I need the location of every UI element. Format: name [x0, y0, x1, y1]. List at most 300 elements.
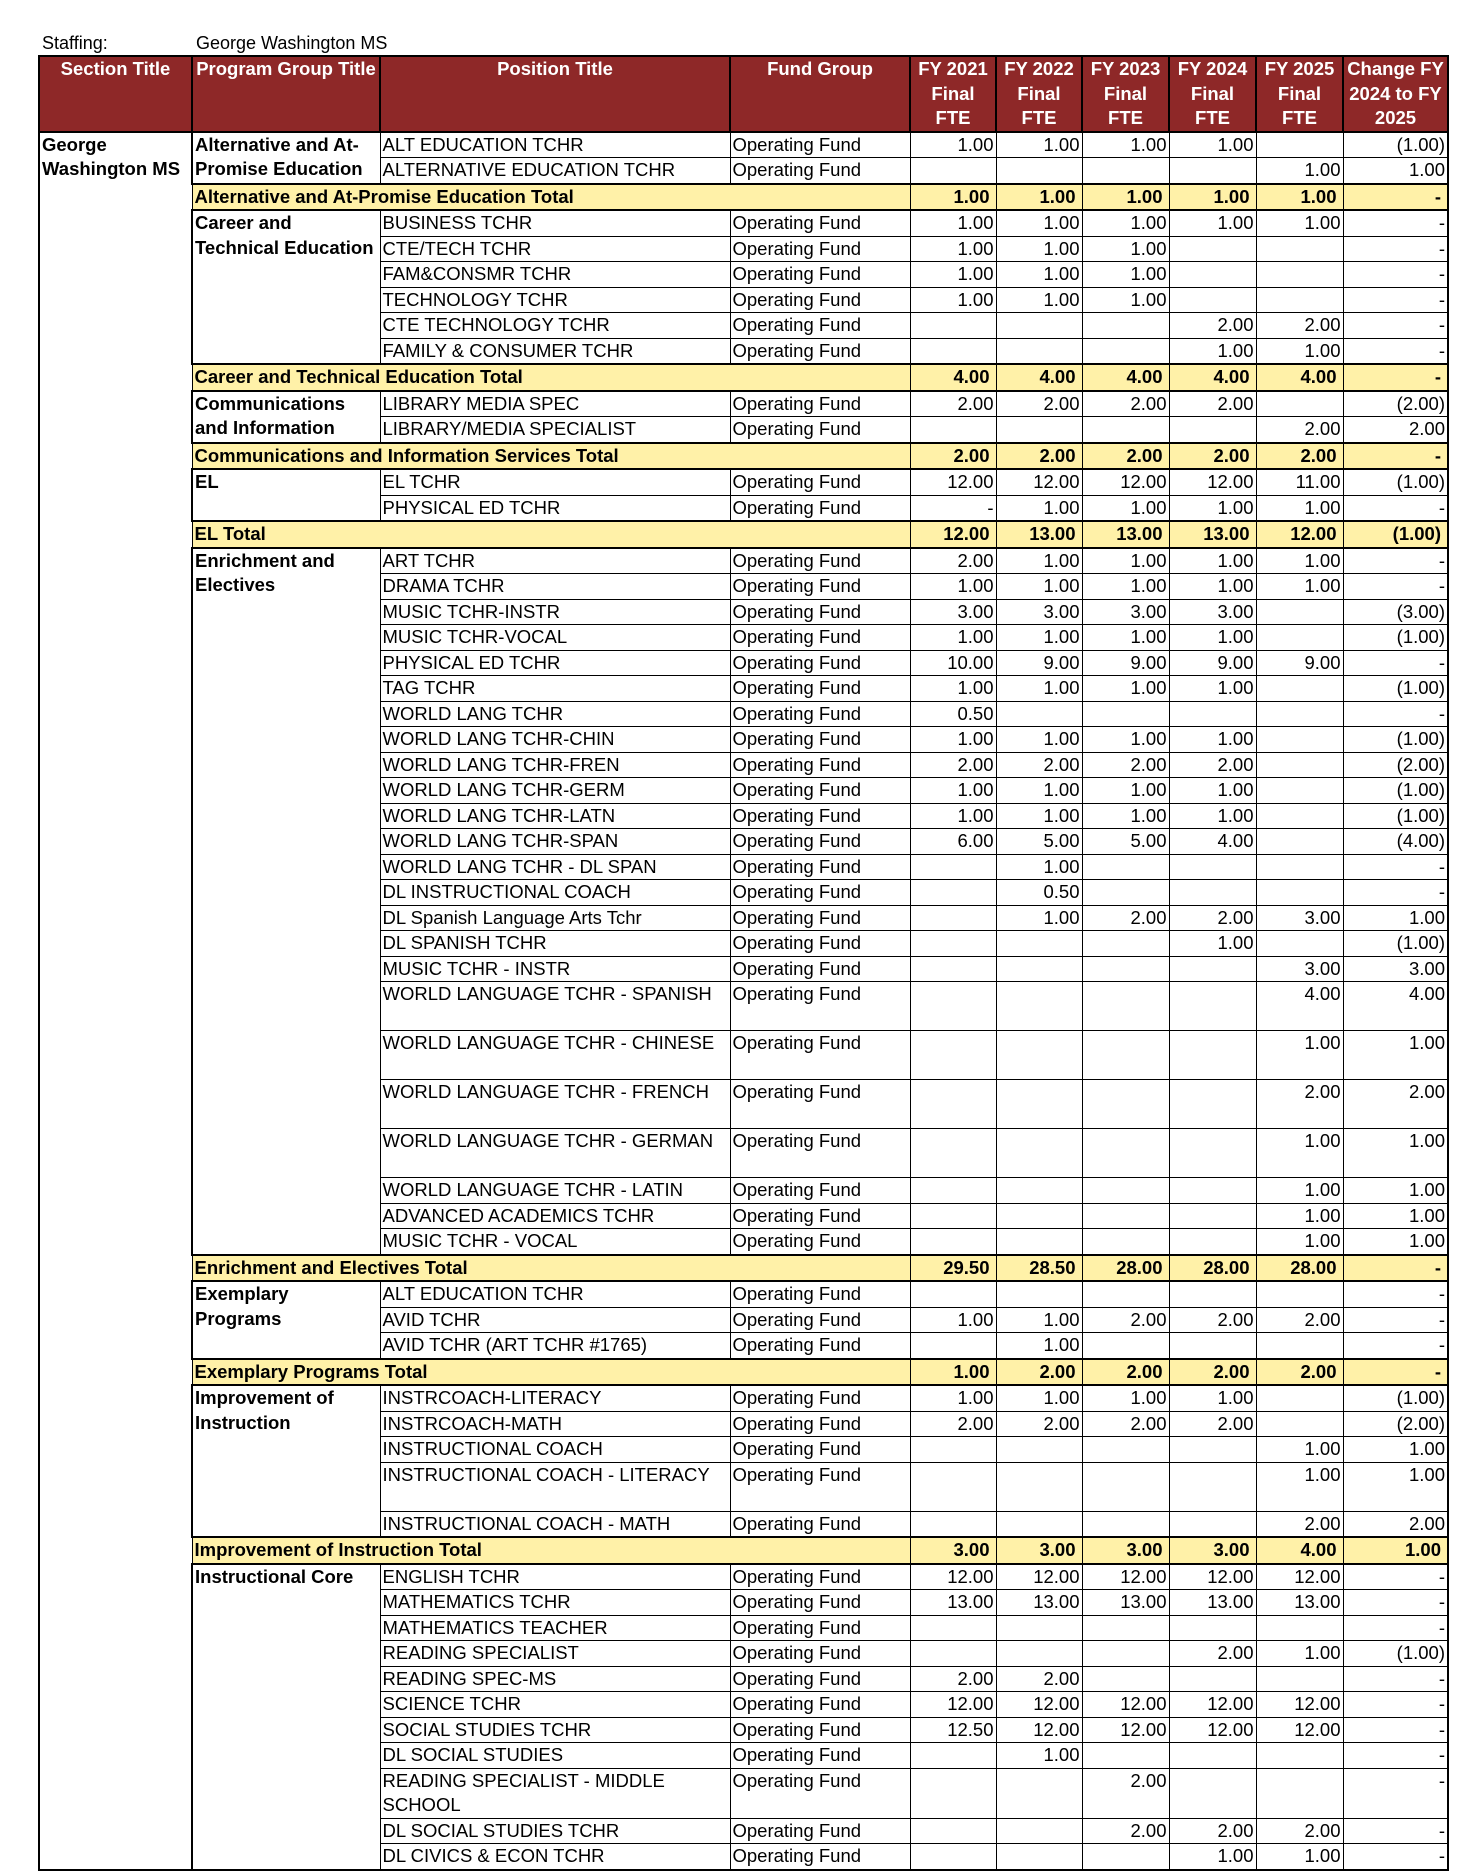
fy2025-cell [1256, 1666, 1343, 1692]
fy2021-cell [910, 1818, 996, 1844]
change-cell: 3.00 [1343, 956, 1448, 982]
fy2022-cell: 1.00 [996, 574, 1082, 600]
change-cell: - [1343, 1666, 1448, 1692]
total-fy2022: 4.00 [996, 364, 1082, 391]
change-cell: 1.00 [1343, 158, 1448, 184]
position-title-cell: TECHNOLOGY TCHR [380, 287, 730, 313]
fy2022-cell [996, 1031, 1082, 1080]
fy2025-cell: 13.00 [1256, 1590, 1343, 1616]
fy2021-cell [910, 1031, 996, 1080]
fy2025-cell [1256, 931, 1343, 957]
fy2022-cell: 12.00 [996, 1717, 1082, 1743]
fy2024-cell [1169, 1615, 1256, 1641]
total-change: - [1343, 1359, 1448, 1386]
fy2024-cell [1169, 1666, 1256, 1692]
fy2021-cell [910, 982, 996, 1031]
fy2024-cell [1169, 287, 1256, 313]
fy2025-cell: 1.00 [1256, 1203, 1343, 1229]
fy2025-cell [1256, 599, 1343, 625]
fund-group-cell: Operating Fund [730, 727, 910, 753]
fy2024-cell [1169, 1462, 1256, 1511]
fy2022-cell [996, 1080, 1082, 1129]
fy2021-cell [910, 1333, 996, 1359]
fy2021-cell [910, 854, 996, 880]
fy2025-cell [1256, 1411, 1343, 1437]
fund-group-cell: Operating Fund [730, 956, 910, 982]
change-cell: - [1343, 548, 1448, 574]
fy2021-cell: 1.00 [910, 132, 996, 158]
fund-group-cell: Operating Fund [730, 829, 910, 855]
fy2024-cell [1169, 854, 1256, 880]
fy2022-cell: 1.00 [996, 854, 1082, 880]
change-cell: - [1343, 495, 1448, 521]
fy2021-cell [910, 1437, 996, 1463]
fy2024-cell: 1.00 [1169, 1385, 1256, 1411]
fy2025-cell: 1.00 [1256, 1129, 1343, 1178]
staffing-table [38, 55, 1449, 1871]
change-cell: - [1343, 650, 1448, 676]
fy2025-cell: 1.00 [1256, 1462, 1343, 1511]
change-cell: 4.00 [1343, 982, 1448, 1031]
change-cell: - [1343, 1564, 1448, 1590]
change-cell: - [1343, 338, 1448, 364]
fy2023-cell [1082, 854, 1169, 880]
total-fy2025: 4.00 [1256, 1537, 1343, 1564]
total-fy2024: 4.00 [1169, 364, 1256, 391]
fy2024-cell: 2.00 [1169, 313, 1256, 339]
total-fy2021: 12.00 [910, 521, 996, 548]
fy2024-cell: 1.00 [1169, 338, 1256, 364]
fy2024-cell: 1.00 [1169, 803, 1256, 829]
fy2021-cell: 1.00 [910, 778, 996, 804]
fy2022-cell: 1.00 [996, 236, 1082, 262]
position-title-cell: WORLD LANGUAGE TCHR - FRENCH [380, 1080, 730, 1129]
fy2021-cell: 0.50 [910, 701, 996, 727]
change-cell: 1.00 [1343, 1129, 1448, 1178]
table-row [39, 391, 1448, 417]
position-title-cell: WORLD LANG TCHR [380, 701, 730, 727]
fy2021-cell: 6.00 [910, 829, 996, 855]
fy2024-cell [1169, 1031, 1256, 1080]
change-cell: - [1343, 236, 1448, 262]
fy2021-cell: 1.00 [910, 210, 996, 236]
fy2023-cell [1082, 1462, 1169, 1511]
position-title-cell: WORLD LANGUAGE TCHR - CHINESE [380, 1031, 730, 1080]
fy2022-cell [996, 701, 1082, 727]
col-fy2025: FY 2025 Final FTE [1256, 56, 1343, 132]
fy2022-cell: 12.00 [996, 1692, 1082, 1718]
table-row [39, 210, 1448, 236]
fy2024-cell: 2.00 [1169, 1307, 1256, 1333]
fy2021-cell: 3.00 [910, 599, 996, 625]
fy2023-cell [1082, 1666, 1169, 1692]
fy2022-cell: 9.00 [996, 650, 1082, 676]
total-change: - [1343, 364, 1448, 391]
fy2022-cell: 1.00 [996, 548, 1082, 574]
fy2021-cell [910, 1844, 996, 1870]
position-title-cell: EL TCHR [380, 469, 730, 495]
change-cell: (1.00) [1343, 1641, 1448, 1667]
change-cell: (1.00) [1343, 1385, 1448, 1411]
position-title-cell: SOCIAL STUDIES TCHR [380, 1717, 730, 1743]
fy2021-cell [910, 1743, 996, 1769]
fy2021-cell: 2.00 [910, 752, 996, 778]
fund-group-cell: Operating Fund [730, 803, 910, 829]
fy2024-cell [1169, 1281, 1256, 1307]
group-total-row [39, 1255, 1448, 1282]
fy2021-cell: - [910, 495, 996, 521]
group-total-label: Enrichment and Electives Total [192, 1255, 910, 1282]
fund-group-cell: Operating Fund [730, 1615, 910, 1641]
fy2025-cell [1256, 236, 1343, 262]
program-group-cell: Exemplary Programs [192, 1281, 380, 1359]
change-cell: - [1343, 1768, 1448, 1818]
fy2025-cell: 1.00 [1256, 1437, 1343, 1463]
fund-group-cell: Operating Fund [730, 1692, 910, 1718]
position-title-cell: ENGLISH TCHR [380, 1564, 730, 1590]
fund-group-cell: Operating Fund [730, 1717, 910, 1743]
position-title-cell: WORLD LANG TCHR-GERM [380, 778, 730, 804]
col-fy2023: FY 2023 Final FTE [1082, 56, 1169, 132]
fy2022-cell [996, 931, 1082, 957]
program-group-cell: Improvement of Instruction [192, 1385, 380, 1537]
fy2021-cell: 1.00 [910, 727, 996, 753]
fy2022-cell [996, 1203, 1082, 1229]
fy2024-cell: 1.00 [1169, 778, 1256, 804]
change-cell: 2.00 [1343, 417, 1448, 443]
group-total-label: Communications and Information Services Total [192, 443, 910, 470]
fy2021-cell [910, 931, 996, 957]
change-cell: 1.00 [1343, 1178, 1448, 1204]
fy2021-cell: 1.00 [910, 1385, 996, 1411]
fy2021-cell [910, 1462, 996, 1511]
fy2025-cell [1256, 625, 1343, 651]
fy2023-cell: 1.00 [1082, 574, 1169, 600]
total-fy2022: 13.00 [996, 521, 1082, 548]
fund-group-cell: Operating Fund [730, 1590, 910, 1616]
fund-group-cell: Operating Fund [730, 931, 910, 957]
fy2023-cell: 9.00 [1082, 650, 1169, 676]
fund-group-cell: Operating Fund [730, 701, 910, 727]
fy2022-cell: 1.00 [996, 495, 1082, 521]
position-title-cell: DL SOCIAL STUDIES TCHR [380, 1818, 730, 1844]
position-title-cell: ALTERNATIVE EDUCATION TCHR [380, 158, 730, 184]
fy2025-cell: 12.00 [1256, 1717, 1343, 1743]
fy2023-cell: 1.00 [1082, 210, 1169, 236]
total-fy2024: 2.00 [1169, 443, 1256, 470]
fy2023-cell: 2.00 [1082, 1411, 1169, 1437]
table-row [39, 548, 1448, 574]
fy2024-cell [1169, 1203, 1256, 1229]
fy2022-cell [996, 1462, 1082, 1511]
fy2023-cell: 1.00 [1082, 262, 1169, 288]
fund-group-cell: Operating Fund [730, 1462, 910, 1511]
change-cell: (1.00) [1343, 132, 1448, 158]
change-cell: 1.00 [1343, 1031, 1448, 1080]
fund-group-cell: Operating Fund [730, 158, 910, 184]
fy2024-cell: 2.00 [1169, 905, 1256, 931]
change-cell: - [1343, 880, 1448, 906]
fy2021-cell [910, 956, 996, 982]
fy2024-cell [1169, 1511, 1256, 1537]
total-change: 1.00 [1343, 1537, 1448, 1564]
fy2024-cell [1169, 236, 1256, 262]
fy2023-cell: 1.00 [1082, 495, 1169, 521]
position-title-cell: SCIENCE TCHR [380, 1692, 730, 1718]
total-fy2024: 2.00 [1169, 1359, 1256, 1386]
col-fy2024: FY 2024 Final FTE [1169, 56, 1256, 132]
fund-group-cell: Operating Fund [730, 905, 910, 931]
fy2022-cell: 12.00 [996, 469, 1082, 495]
fy2024-cell: 1.00 [1169, 495, 1256, 521]
fy2021-cell: 1.00 [910, 236, 996, 262]
fy2022-cell [996, 1768, 1082, 1818]
total-fy2021: 29.50 [910, 1255, 996, 1282]
fund-group-cell: Operating Fund [730, 495, 910, 521]
fy2024-cell: 1.00 [1169, 574, 1256, 600]
fy2024-cell [1169, 1768, 1256, 1818]
fund-group-cell: Operating Fund [730, 1129, 910, 1178]
change-cell: - [1343, 701, 1448, 727]
fy2022-cell: 1.00 [996, 1333, 1082, 1359]
fy2021-cell [910, 1641, 996, 1667]
fund-group-cell: Operating Fund [730, 1333, 910, 1359]
table-row [39, 469, 1448, 495]
fund-group-cell: Operating Fund [730, 210, 910, 236]
total-fy2025: 28.00 [1256, 1255, 1343, 1282]
position-title-cell: TAG TCHR [380, 676, 730, 702]
change-cell: 1.00 [1343, 905, 1448, 931]
fy2024-cell: 12.00 [1169, 1564, 1256, 1590]
change-cell: (1.00) [1343, 469, 1448, 495]
fy2021-cell: 1.00 [910, 803, 996, 829]
header-row [39, 56, 1448, 132]
fy2024-cell: 12.00 [1169, 1717, 1256, 1743]
fy2023-cell [1082, 1615, 1169, 1641]
fund-group-cell: Operating Fund [730, 1743, 910, 1769]
group-total-row [39, 1359, 1448, 1386]
fund-group-cell: Operating Fund [730, 236, 910, 262]
fund-group-cell: Operating Fund [730, 1768, 910, 1818]
fy2022-cell [996, 1178, 1082, 1204]
fy2024-cell [1169, 956, 1256, 982]
fy2024-cell [1169, 1437, 1256, 1463]
position-title-cell: WORLD LANG TCHR-CHIN [380, 727, 730, 753]
col-section-title: Section Title [39, 56, 192, 132]
total-fy2023: 28.00 [1082, 1255, 1169, 1282]
fy2021-cell: 1.00 [910, 262, 996, 288]
fund-group-cell: Operating Fund [730, 338, 910, 364]
col-fy2022: FY 2022 Final FTE [996, 56, 1082, 132]
fy2022-cell: 1.00 [996, 1307, 1082, 1333]
position-title-cell: WORLD LANGUAGE TCHR - LATIN [380, 1178, 730, 1204]
group-total-label: Improvement of Instruction Total [192, 1537, 910, 1564]
fy2021-cell: 2.00 [910, 1666, 996, 1692]
group-total-row [39, 521, 1448, 548]
fund-group-cell: Operating Fund [730, 1031, 910, 1080]
total-fy2022: 2.00 [996, 443, 1082, 470]
total-fy2025: 1.00 [1256, 184, 1343, 211]
fy2023-cell: 1.00 [1082, 132, 1169, 158]
fy2023-cell: 1.00 [1082, 548, 1169, 574]
fy2025-cell [1256, 880, 1343, 906]
position-title-cell: CTE TECHNOLOGY TCHR [380, 313, 730, 339]
total-change: - [1343, 1255, 1448, 1282]
program-group-cell: Career and Technical Education [192, 210, 380, 364]
fy2021-cell: 2.00 [910, 548, 996, 574]
total-fy2024: 13.00 [1169, 521, 1256, 548]
fy2025-cell: 3.00 [1256, 905, 1343, 931]
fy2022-cell: 0.50 [996, 880, 1082, 906]
fy2024-cell: 2.00 [1169, 1641, 1256, 1667]
fy2024-cell: 2.00 [1169, 1818, 1256, 1844]
change-cell: (2.00) [1343, 1411, 1448, 1437]
table-row [39, 132, 1448, 158]
fy2025-cell: 12.00 [1256, 1692, 1343, 1718]
fy2024-cell: 1.00 [1169, 1844, 1256, 1870]
fund-group-cell: Operating Fund [730, 1281, 910, 1307]
position-title-cell: MUSIC TCHR - INSTR [380, 956, 730, 982]
position-title-cell: WORLD LANG TCHR - DL SPAN [380, 854, 730, 880]
fund-group-cell: Operating Fund [730, 1307, 910, 1333]
fy2022-cell [996, 1129, 1082, 1178]
fy2025-cell: 1.00 [1256, 210, 1343, 236]
fy2024-cell: 1.00 [1169, 132, 1256, 158]
change-cell: - [1343, 313, 1448, 339]
fy2021-cell [910, 338, 996, 364]
fy2022-cell: 1.00 [996, 210, 1082, 236]
fy2024-cell: 1.00 [1169, 676, 1256, 702]
fy2022-cell [996, 1437, 1082, 1463]
fy2022-cell: 1.00 [996, 905, 1082, 931]
fy2025-cell [1256, 1281, 1343, 1307]
change-cell: - [1343, 1818, 1448, 1844]
position-title-cell: MUSIC TCHR - VOCAL [380, 1229, 730, 1255]
position-title-cell: ALT EDUCATION TCHR [380, 132, 730, 158]
fy2022-cell [996, 1229, 1082, 1255]
fy2023-cell: 1.00 [1082, 625, 1169, 651]
fy2025-cell: 1.00 [1256, 1641, 1343, 1667]
fy2025-cell [1256, 701, 1343, 727]
fy2025-cell: 2.00 [1256, 1818, 1343, 1844]
fy2021-cell: 1.00 [910, 287, 996, 313]
fy2025-cell [1256, 676, 1343, 702]
fy2025-cell [1256, 1615, 1343, 1641]
change-cell: - [1343, 1743, 1448, 1769]
fy2021-cell: 2.00 [910, 391, 996, 417]
total-fy2023: 2.00 [1082, 1359, 1169, 1386]
fund-group-cell: Operating Fund [730, 1229, 910, 1255]
total-fy2022: 3.00 [996, 1537, 1082, 1564]
fy2021-cell: 2.00 [910, 1411, 996, 1437]
position-title-cell: READING SPECIALIST - MIDDLE SCHOOL [380, 1768, 730, 1818]
fy2023-cell [1082, 1178, 1169, 1204]
fy2023-cell: 12.00 [1082, 1692, 1169, 1718]
fund-group-cell: Operating Fund [730, 1818, 910, 1844]
fy2025-cell: 1.00 [1256, 1229, 1343, 1255]
fund-group-cell: Operating Fund [730, 1437, 910, 1463]
fy2025-cell: 9.00 [1256, 650, 1343, 676]
fy2025-cell [1256, 391, 1343, 417]
position-title-cell: WORLD LANG TCHR-FREN [380, 752, 730, 778]
position-title-cell: LIBRARY MEDIA SPEC [380, 391, 730, 417]
fy2024-cell [1169, 701, 1256, 727]
fy2025-cell [1256, 1743, 1343, 1769]
change-cell: (1.00) [1343, 676, 1448, 702]
fy2022-cell [996, 1844, 1082, 1870]
fy2024-cell: 12.00 [1169, 469, 1256, 495]
change-cell: - [1343, 1333, 1448, 1359]
fy2023-cell [1082, 313, 1169, 339]
col-position-title: Position Title [380, 56, 730, 132]
fy2025-cell: 1.00 [1256, 548, 1343, 574]
fy2023-cell [1082, 1203, 1169, 1229]
fy2025-cell: 2.00 [1256, 1511, 1343, 1537]
fy2021-cell [910, 1768, 996, 1818]
fy2021-cell [910, 158, 996, 184]
fy2022-cell [996, 158, 1082, 184]
fy2024-cell: 2.00 [1169, 752, 1256, 778]
total-fy2023: 4.00 [1082, 364, 1169, 391]
total-fy2023: 3.00 [1082, 1537, 1169, 1564]
fy2024-cell [1169, 1178, 1256, 1204]
position-title-cell: AVID TCHR (ART TCHR #1765) [380, 1333, 730, 1359]
fy2025-cell: 2.00 [1256, 417, 1343, 443]
fy2023-cell [1082, 417, 1169, 443]
fy2022-cell: 1.00 [996, 727, 1082, 753]
fy2024-cell [1169, 262, 1256, 288]
fy2025-cell: 11.00 [1256, 469, 1343, 495]
table-row [39, 1564, 1448, 1590]
program-group-cell: Alternative and At-Promise Education [192, 132, 380, 184]
fy2021-cell [910, 1615, 996, 1641]
position-title-cell: LIBRARY/MEDIA SPECIALIST [380, 417, 730, 443]
col-program-group: Program Group Title [192, 56, 380, 132]
fund-group-cell: Operating Fund [730, 854, 910, 880]
change-cell: - [1343, 574, 1448, 600]
fy2022-cell: 1.00 [996, 676, 1082, 702]
fund-group-cell: Operating Fund [730, 1411, 910, 1437]
fy2022-cell: 2.00 [996, 391, 1082, 417]
fy2021-cell [910, 1281, 996, 1307]
fy2023-cell [1082, 1641, 1169, 1667]
fy2024-cell: 9.00 [1169, 650, 1256, 676]
fy2021-cell [910, 1203, 996, 1229]
school-name: George Washington MS [196, 33, 388, 53]
fy2021-cell: 12.00 [910, 1692, 996, 1718]
total-change: - [1343, 184, 1448, 211]
fy2025-cell: 12.00 [1256, 1564, 1343, 1590]
fy2024-cell [1169, 158, 1256, 184]
fy2025-cell: 1.00 [1256, 1844, 1343, 1870]
change-cell: - [1343, 262, 1448, 288]
total-fy2025: 4.00 [1256, 364, 1343, 391]
fy2024-cell: 12.00 [1169, 1692, 1256, 1718]
change-cell: 2.00 [1343, 1511, 1448, 1537]
fy2025-cell: 1.00 [1256, 495, 1343, 521]
total-fy2024: 28.00 [1169, 1255, 1256, 1282]
fy2021-cell: 12.50 [910, 1717, 996, 1743]
fy2024-cell: 1.00 [1169, 625, 1256, 651]
change-cell: 1.00 [1343, 1462, 1448, 1511]
fy2021-cell [910, 880, 996, 906]
fy2024-cell [1169, 1129, 1256, 1178]
total-fy2021: 2.00 [910, 443, 996, 470]
total-fy2021: 3.00 [910, 1537, 996, 1564]
fy2021-cell: 12.00 [910, 469, 996, 495]
fy2023-cell: 12.00 [1082, 469, 1169, 495]
fy2024-cell [1169, 1229, 1256, 1255]
